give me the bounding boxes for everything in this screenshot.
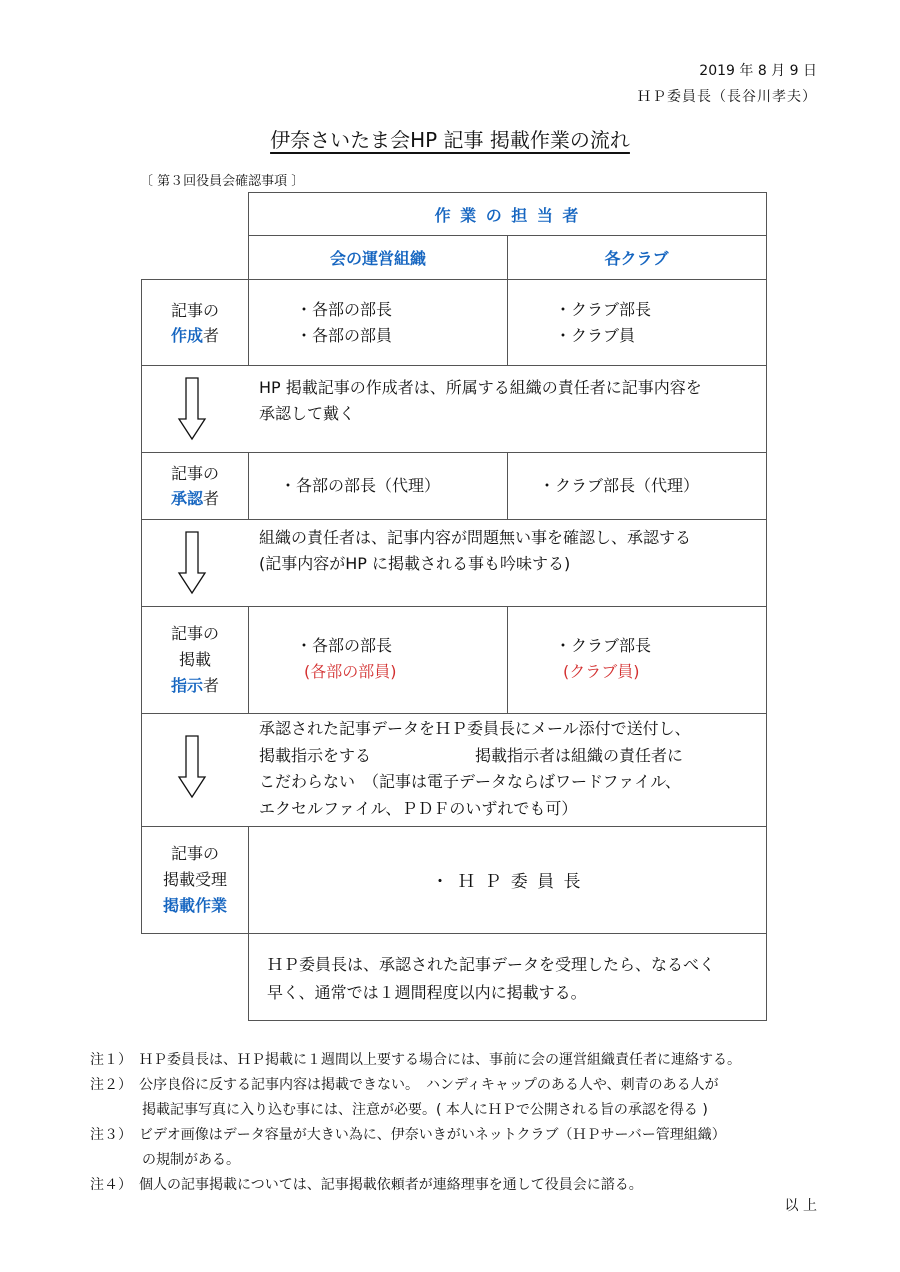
final-note-line2: 早く、通常では１週間程度以内に掲載する。: [267, 983, 587, 1002]
row-instructor-org-2: (各部の部員): [304, 662, 397, 681]
row-author-label-blue: 作成: [170, 325, 203, 345]
flow-3-box: [141, 713, 767, 827]
row-author-club-2: ・クラブ員: [555, 326, 636, 345]
header-workers-label: 作 業 の 担 当 者: [434, 205, 581, 225]
row-approver-club-1: ・クラブ部長（代理）: [539, 476, 700, 495]
row-receiver-content-text: ・ Ｈ Ｐ 委 員 長: [431, 872, 583, 892]
document-author: ＨＰ委員長（長谷川孝夫）: [637, 89, 817, 105]
row-instructor-label-line3: [171, 673, 219, 699]
flow-3-line3: こだわらない （記事は電子データならばワードファイル、: [259, 772, 681, 791]
row-instructor-club-1: ・クラブ部長: [555, 636, 652, 655]
row-receiver-label-line1: 記事の: [170, 843, 219, 863]
flow-2-box: [141, 519, 767, 607]
down-arrow-icon: [177, 377, 207, 441]
flow-3-line2a: 掲載指示をする: [259, 745, 372, 765]
row-author-org: [248, 279, 508, 366]
flow-1-line2: 承認して戴く: [259, 404, 356, 423]
down-arrow-icon: [177, 735, 207, 799]
row-approver-org-1: ・各部の部長（代理）: [280, 476, 441, 495]
row-author-club-1: ・クラブ部長: [555, 300, 652, 319]
row-author-org-1: ・各部の部長: [296, 300, 393, 319]
flow-3-line4: エクセルファイル、ＰＤＦのいずれでも可）: [259, 798, 578, 818]
row-author-label: [141, 279, 249, 366]
note-3a: 注３） ビデオ画像はデータ容量が大きい為に、伊奈いきがいネットクラブ（ＨＰサーバー管理組織）: [90, 1127, 726, 1143]
flow-2-line1: 組織の責任者は、記事内容が問題無い事を確認し、承認する: [259, 528, 692, 547]
row-approver-label-line1: 記事の: [170, 463, 219, 483]
flow-3-line1: 承認された記事データをＨＰ委員長にメール添付で送付し、: [259, 719, 691, 738]
document-subtitle: 〔 第３回役員会確認事項 〕: [140, 174, 305, 189]
flow-2-line2: (記事内容がHP に掲載される事も吟味する): [259, 554, 571, 573]
row-instructor-label-line1: 記事の: [170, 623, 219, 643]
flow-1-box: [141, 365, 767, 453]
row-receiver-label-line2: 掲載受理: [162, 869, 227, 889]
row-author-label-suffix: 者: [203, 325, 220, 345]
row-instructor-label-blue: 指示: [170, 675, 203, 695]
header-org: [248, 235, 508, 280]
row-author-club: [507, 279, 767, 366]
flow-3-line2b: 掲載指示者は組織の責任者に: [475, 745, 684, 765]
note-1: 注１） ＨＰ委員長は、ＨＰ掲載に１週間以上要する場合には、事前に会の運営組織責任者に連絡する。: [90, 1052, 741, 1068]
row-receiver-content: [248, 826, 767, 934]
row-approver-label-blue: 承認: [170, 488, 203, 508]
row-approver-label-line2: [171, 486, 219, 511]
row-receiver-label-blue: 掲載作業: [162, 895, 227, 915]
final-note-box: [248, 933, 767, 1021]
row-approver-org: [248, 452, 508, 520]
flow-3-line2: [259, 743, 691, 770]
header-club-label: 各クラブ: [604, 248, 669, 268]
header-club: [507, 235, 767, 280]
note-2b: 掲載記事写真に入り込む事には、注意が必要。( 本人にＨＰで公開される旨の承認を得る ): [142, 1102, 708, 1118]
header-workers: [248, 192, 767, 236]
row-instructor-org: [248, 606, 508, 714]
row-instructor-club: [507, 606, 767, 714]
row-approver-label-suffix: 者: [203, 488, 220, 508]
row-author-label-line1: 記事の: [170, 300, 219, 320]
notes-section: [90, 1048, 741, 1198]
closing-mark: 以 上: [784, 1198, 817, 1214]
down-arrow-icon: [177, 531, 207, 595]
row-author-label-line2: [171, 323, 219, 348]
note-3b: の規制がある。: [142, 1152, 240, 1168]
header-org-label: 会の運営組織: [329, 248, 426, 268]
row-instructor-label: [141, 606, 249, 714]
document-title-text: 伊奈さいたま会HP 記事 掲載作業の流れ: [270, 128, 630, 152]
row-approver-label: [141, 452, 249, 520]
final-note-line1: ＨＰ委員長は、承認された記事データを受理したら、なるべく: [267, 955, 716, 974]
row-instructor-club-2: (クラブ員): [563, 662, 640, 681]
document-title: [0, 124, 900, 153]
row-receiver-label: [141, 826, 249, 934]
flow-1-line1: HP 掲載記事の作成者は、所属する組織の責任者に記事内容を: [259, 378, 702, 397]
row-instructor-label-suffix: 者: [203, 675, 220, 695]
row-approver-club: [507, 452, 767, 520]
row-author-org-2: ・各部の部員: [296, 326, 393, 345]
row-instructor-org-1: ・各部の部長: [296, 636, 393, 655]
row-instructor-label-line2: 掲載: [178, 649, 211, 669]
note-2a: 注２） 公序良俗に反する記事内容は掲載できない。 ハンディキャップのある人や、刺青のある人が: [90, 1077, 719, 1093]
document-date: 2019 年 8 月 9 日: [699, 63, 817, 79]
note-4: 注４） 個人の記事掲載については、記事掲載依頼者が連絡理事を通して役員会に諮る。: [90, 1177, 643, 1193]
